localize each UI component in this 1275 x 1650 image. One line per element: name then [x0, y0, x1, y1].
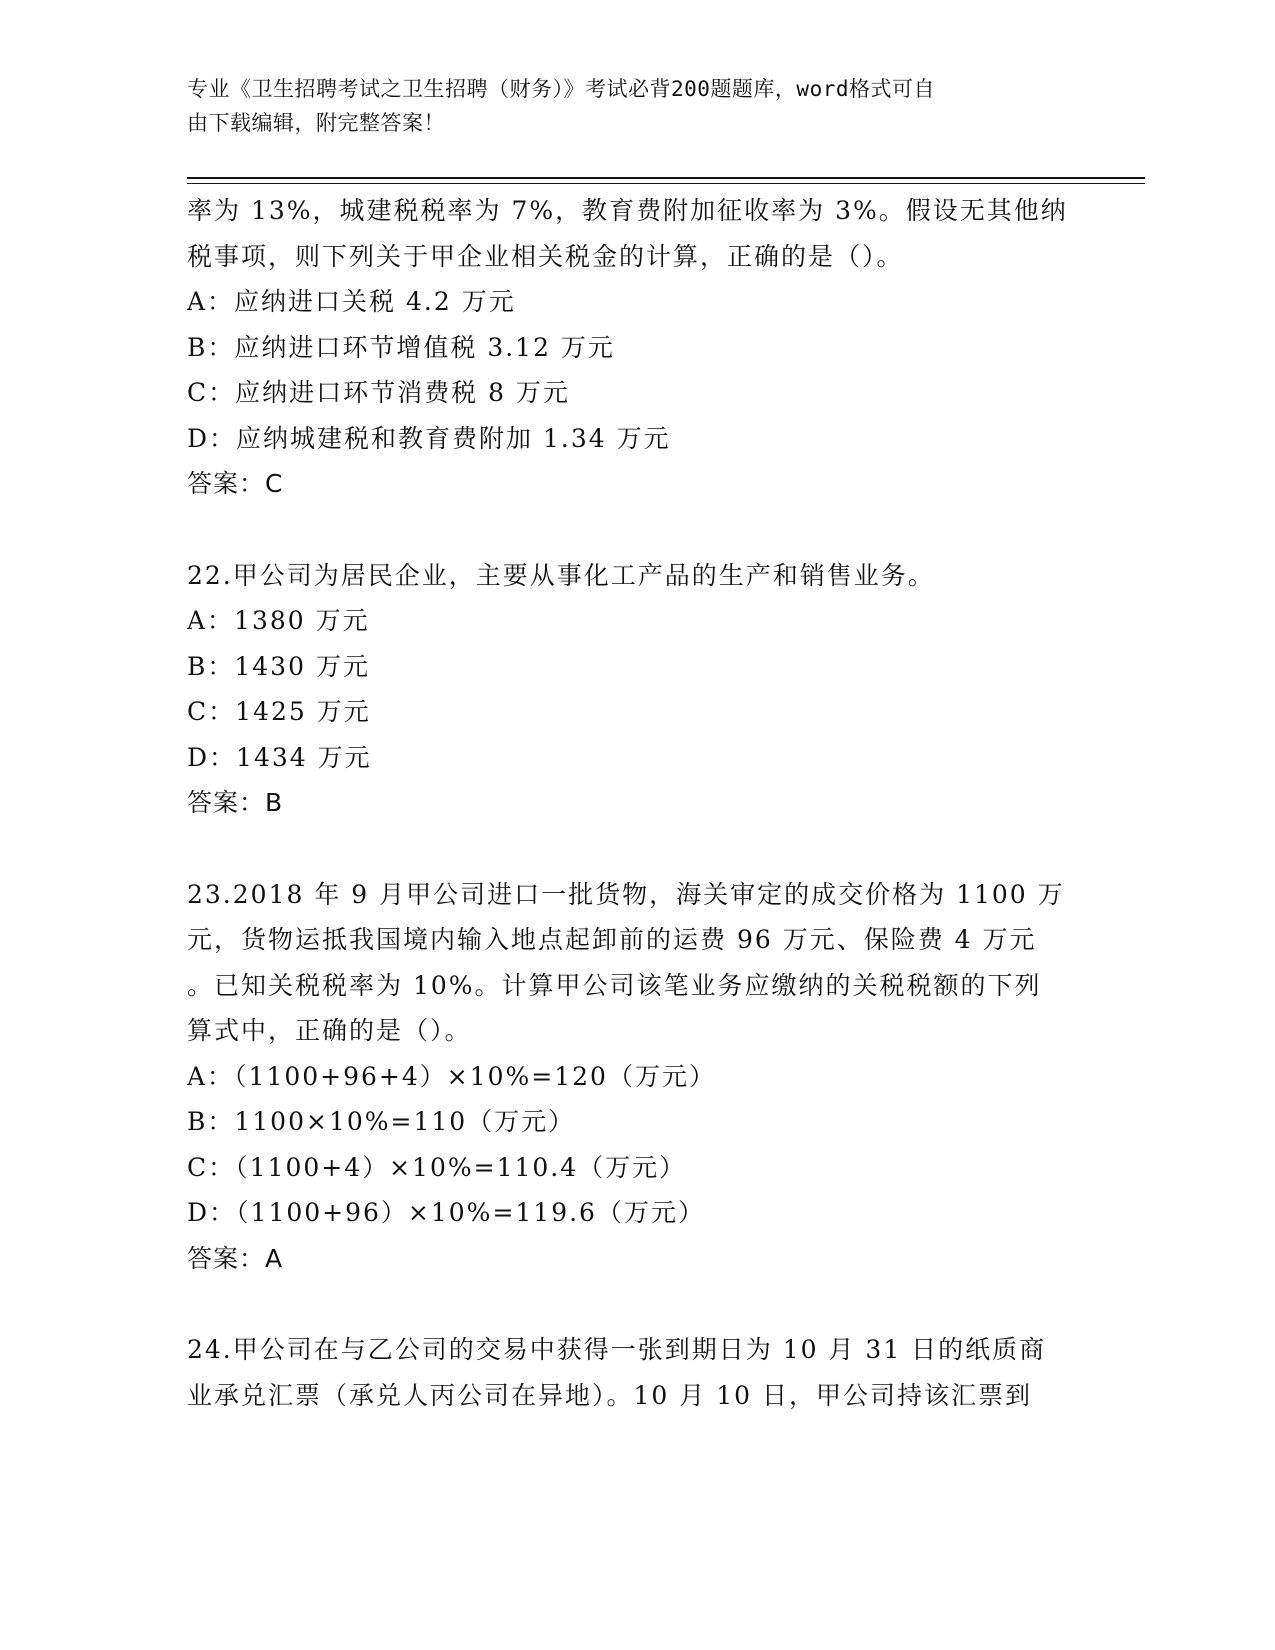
option-d: D：（1100+96）×10%=119.6（万元）	[187, 1198, 705, 1227]
question-24	[187, 1327, 1087, 1418]
question-21	[187, 188, 1087, 507]
document-header	[187, 72, 1067, 140]
option-d: D：1434 万元	[187, 742, 372, 772]
answer-line: 答案：B	[187, 788, 284, 817]
question-spacer	[187, 507, 1087, 553]
question-text-line: 24.甲公司在与乙公司的交易中获得一张到期日为 10 月 31 日的纸质商	[187, 1335, 1047, 1364]
question-23	[187, 872, 1087, 1282]
header-divider-thin	[187, 183, 1145, 184]
question-spacer	[187, 1281, 1087, 1327]
option-c: C：（1100+4）×10%=110.4（万元）	[187, 1152, 687, 1182]
option-c: C：应纳进口环节消费税 8 万元	[187, 378, 570, 407]
question-text-line: 。已知关税税率为 10%。计算甲公司该笔业务应缴纳的关税税额的下列	[187, 970, 1042, 1000]
option-a: A：1380 万元	[187, 606, 370, 635]
option-c: C：1425 万元	[187, 697, 371, 726]
header-line-2: 由下载编辑，附完整答案！	[187, 111, 445, 135]
option-a: A：应纳进口关税 4.2 万元	[187, 287, 516, 316]
option-d: D：应纳城建税和教育费附加 1.34 万元	[187, 423, 671, 453]
question-text-line: 23.2018 年 9 月甲公司进口一批货物，海关审定的成交价格为 1100 万	[187, 879, 1065, 909]
answer-line: 答案：A	[187, 1243, 284, 1273]
question-text-line: 元，货物运抵我国境内输入地点起卸前的运费 96 万元、保险费 4 万元	[187, 925, 1037, 954]
header-line-1: 专业《卫生招聘考试之卫生招聘（财务）》考试必背200题题库，word格式可自	[187, 77, 935, 101]
document-body	[187, 188, 1087, 1418]
question-text-line: 业承兑汇票（承兑人丙公司在异地）。10 月 10 日，甲公司持该汇票到	[187, 1380, 1032, 1410]
option-b: B：1430 万元	[187, 651, 370, 681]
option-a: A：（1100+96+4）×10%=120（万元）	[187, 1061, 716, 1091]
header-divider-thick	[187, 177, 1145, 179]
option-b: B：应纳进口环节增值税 3.12 万元	[187, 332, 615, 362]
question-22	[187, 553, 1087, 826]
question-spacer	[187, 826, 1087, 872]
question-text-line: 算式中，正确的是（）。	[187, 1016, 472, 1045]
question-text-line: 22.甲公司为居民企业，主要从事化工产品的生产和销售业务。	[187, 560, 935, 590]
question-text-line: 率为 13%，城建税税率为 7%，教育费附加征收率为 3%。假设无其他纳	[187, 196, 1068, 225]
option-b: B：1100×10%=110（万元）	[187, 1107, 576, 1136]
answer-line: 答案：C	[187, 469, 284, 498]
question-text-line: 税事项，则下列关于甲企业相关税金的计算，正确的是（）。	[187, 241, 904, 271]
